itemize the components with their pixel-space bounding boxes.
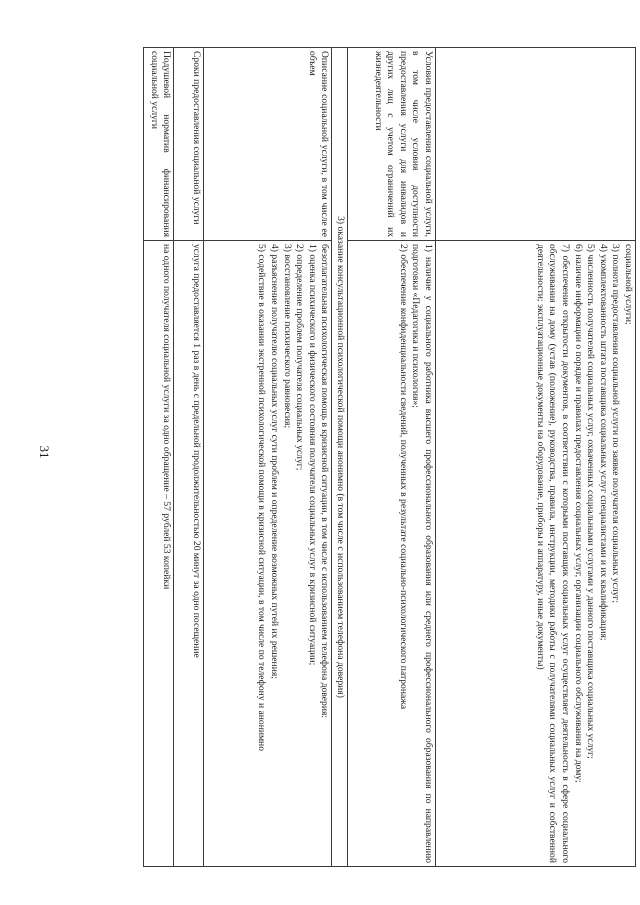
terms-value: услуга предоставляется 1 раз в день с предельной продолжительностью 20 минут за одно посещение: [174, 241, 204, 867]
rotated-table-wrapper: [145, 47, 636, 867]
description-label: Описание социальной услуги, в том числе ее объем: [204, 48, 332, 241]
list-item: 2) обеспечение конфиденциальности сведений, полученных в результате социально-психологического патронажа: [397, 244, 409, 710]
list-item: 5) содействие в оказании экстренной психологической помощи в кризисной ситуации, в том числе по телефону и анонимно: [256, 244, 268, 751]
conditions-label: Условия предоставления социальной услуги, в том числе условия доступности предоставления услуги для инвалидов и других лиц с учетом ограничений их жизнедеятельности: [348, 48, 436, 241]
table-row-description: [204, 48, 332, 867]
list-item: 5) численность получателей социальных услуг, охваченных социальными услугами у данного поставщика социальных услуг;: [585, 244, 597, 759]
list-item: 7) обеспечение открытости документов, в соответствии с которыми поставщик социальных услуг осуществляет деятельность в сфере социального обслуживания на дому (устав (положение), руководства, правила, инструкции, методики работы с получателями социальных услуг и собственной деятельности; эксплуатационные документы на оборудование, приборы и аппаратуру, иные документы): [534, 244, 572, 863]
empty-label-cell: [436, 48, 636, 241]
list-item: 1) наличие у социального работника высшего профессионального образования или среднего профессионального образования по направлению подготовки «Педагогика и психология»;: [410, 244, 434, 863]
table-row-norm: [144, 48, 174, 867]
table-row-terms: [174, 48, 204, 867]
description-value-cell: [204, 241, 332, 867]
list-item: 4) укомплектованность штата поставщика социальных услуг специалистами и их квалификация;: [597, 244, 609, 641]
service-standard-table: [143, 47, 636, 867]
table-row-continued: [436, 48, 636, 867]
list-item: 6) наличие информации о порядке и правилах предоставления социальных услуг, организации социального обслуживания на дому;: [572, 244, 584, 783]
list-item: безотлагательная психологическая помощь в кризисной ситуации, в том числе с использованием телефона доверия:: [319, 244, 331, 719]
table-row-conditions: [348, 48, 436, 867]
list-item: 2) определение проблем получателя социальных услуг;: [294, 244, 306, 471]
conditions-value-cell: [348, 241, 436, 867]
list-item: 1) оценка психического и физического состояния получателя социальных услуг в кризисной ситуации;: [306, 244, 318, 666]
list-item: 3) восстановление психического равновесия;: [281, 244, 293, 429]
list-item: 4) разъяснение получателю социальных услуг сути проблем и определение возможных путей их решения;: [269, 244, 281, 679]
terms-label: Сроки предоставления социальной услуги: [174, 48, 204, 241]
norm-value: на одного получателя социальной услуги за одно обращение – 57 рублей 53 копейки: [144, 241, 174, 867]
table-row-section-heading: [332, 48, 348, 867]
page-number: 31: [37, 445, 52, 459]
list-item: социальной услуги;: [623, 244, 634, 325]
norm-label: Подушевой норматив финансирования социальной услуги: [144, 48, 174, 241]
continued-criteria-cell: [436, 241, 636, 867]
section-heading: 3) оказание консультационной психологической помощи анонимно (в том числе с использованием телефона доверия): [332, 48, 348, 867]
list-item: 3) полнота предоставления социальной услуги по заявке получателя социальных услуг;: [610, 244, 622, 604]
